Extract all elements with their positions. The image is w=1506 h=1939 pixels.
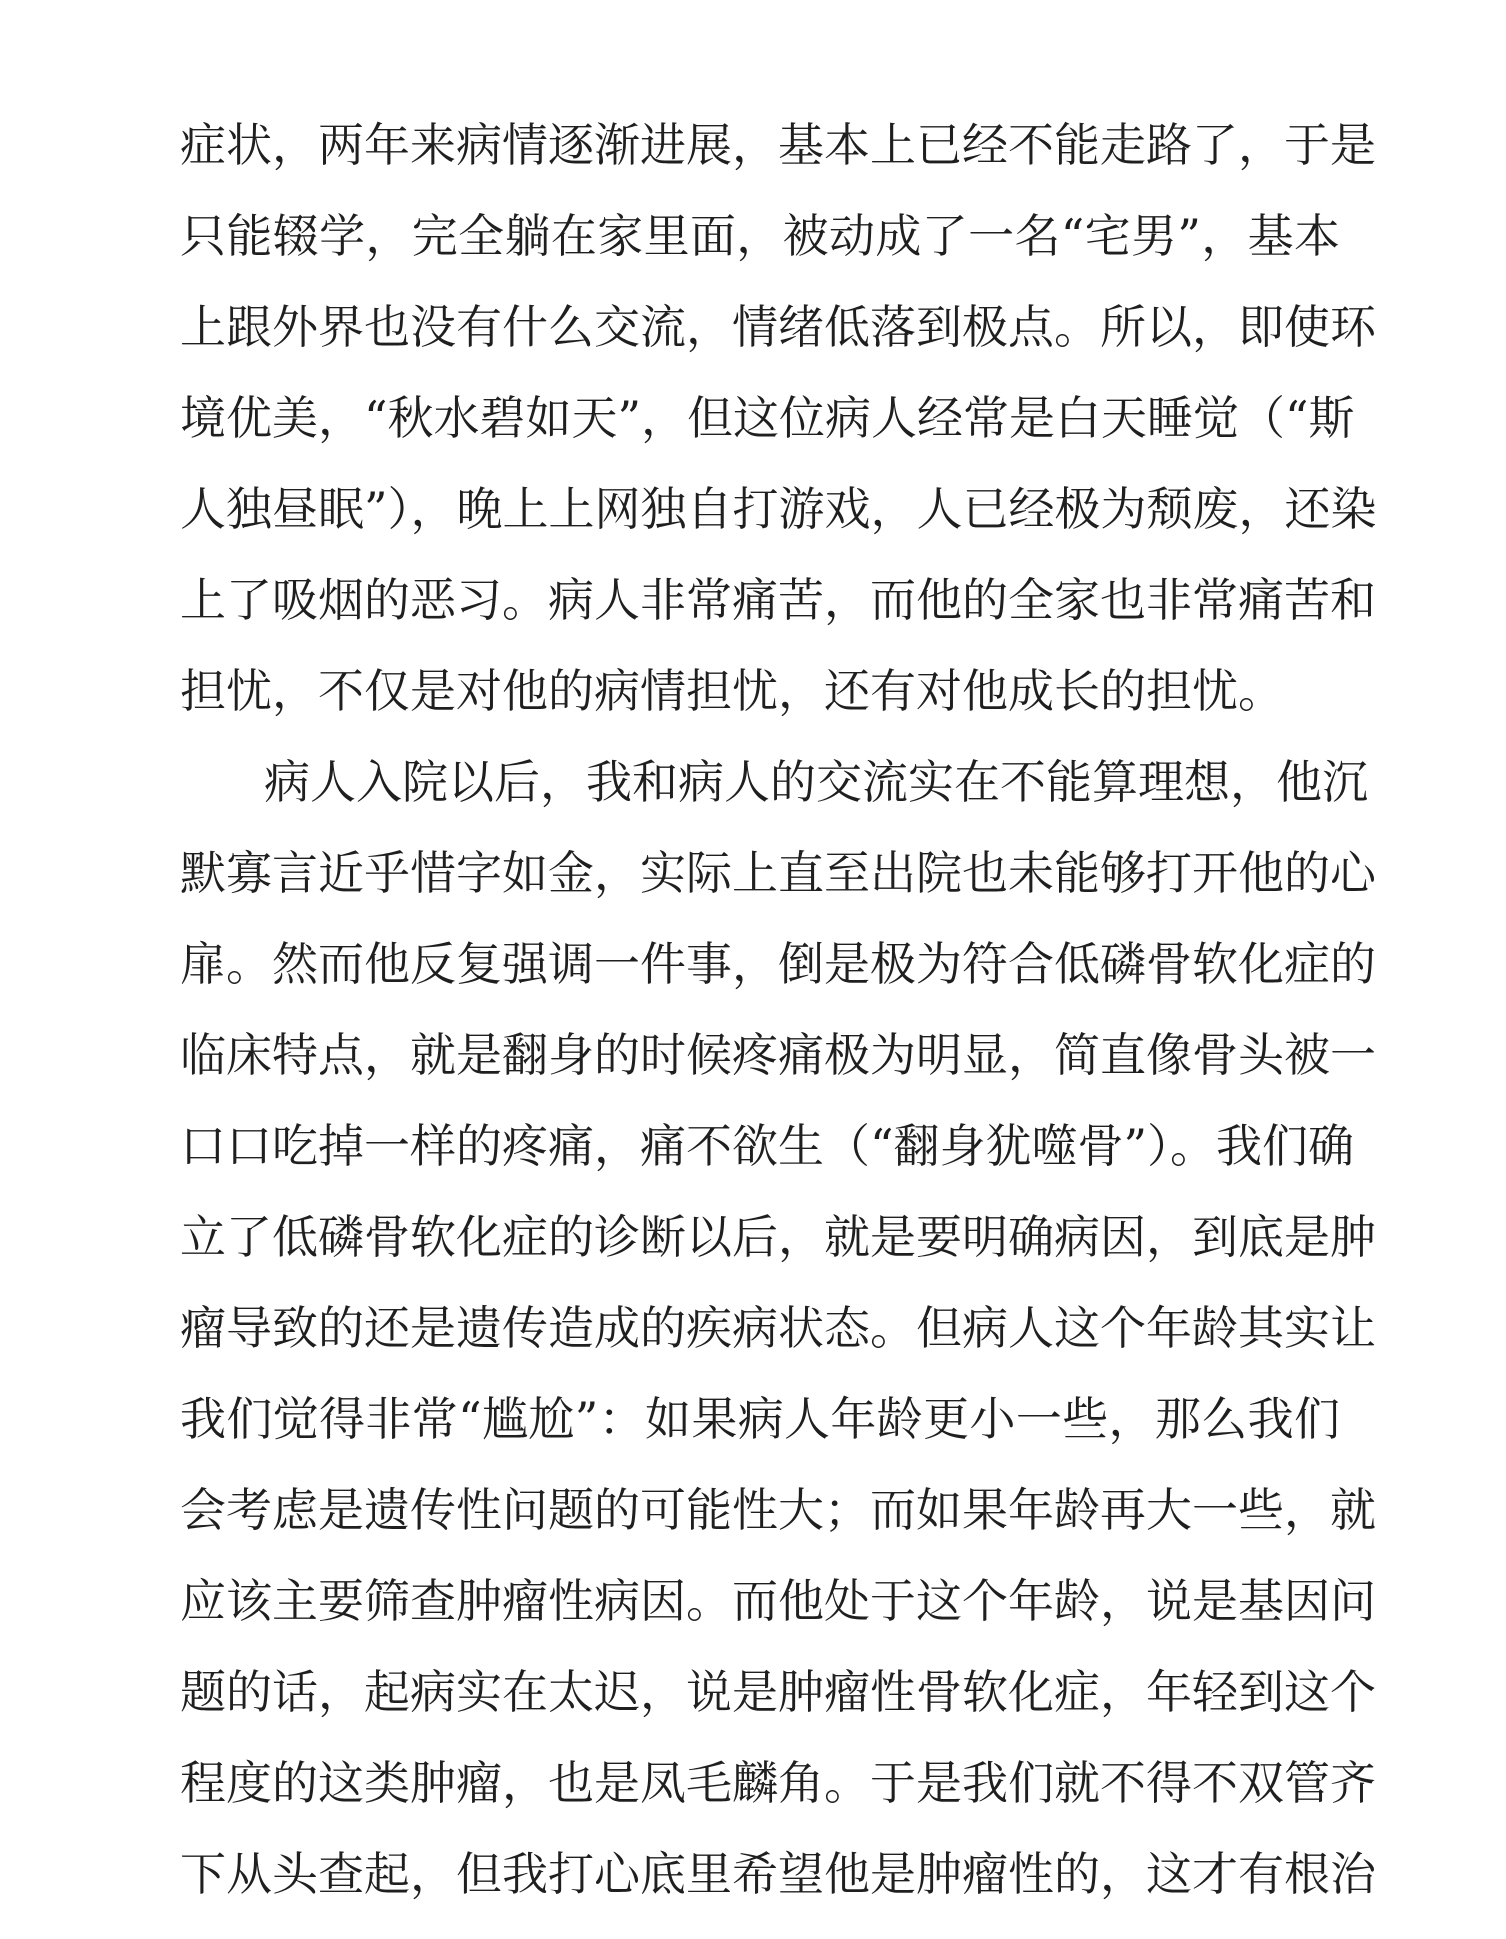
text-line: 默寡言近乎惜字如金，实际上直至出院也未能够打开他的心 [180, 846, 1376, 900]
text-line: 瘤导致的还是遗传造成的疾病状态。但病人这个年龄其实让 [180, 1301, 1376, 1355]
text-line: 会考虑是遗传性问题的可能性大；而如果年龄再大一些，就 [180, 1483, 1376, 1537]
body-text [180, 100, 1377, 1920]
text-line: 上跟外界也没有什么交流，情绪低落到极点。所以，即使环 [180, 300, 1376, 354]
text-line: 症状，两年来病情逐渐进展，基本上已经不能走路了，于是 [180, 118, 1376, 172]
text-line: 境优美，“秋水碧如天”，但这位病人经常是白天睡觉（“斯 [180, 391, 1355, 445]
text-line: 只能辍学，完全躺在家里面，被动成了一名“宅男”，基本 [180, 209, 1340, 263]
text-line: 下从头查起，但我打心底里希望他是肿瘤性的，这才有根治 [180, 1847, 1376, 1901]
text-line: 临床特点，就是翻身的时候疼痛极为明显，简直像骨头被一 [180, 1028, 1376, 1082]
text-line: 立了低磷骨软化症的诊断以后，就是要明确病因，到底是肿 [180, 1210, 1376, 1264]
text-line: 人独昼眠”），晚上上网独自打游戏，人已经极为颓废，还染 [180, 482, 1377, 536]
text-line: 应该主要筛查肿瘤性病因。而他处于这个年龄，说是基因问 [180, 1574, 1376, 1628]
text-line: 病人入院以后，我和病人的交流实在不能算理想，他沉 [264, 755, 1368, 809]
text-line: 我们觉得非常“尴尬”：如果病人年龄更小一些，那么我们 [180, 1392, 1340, 1446]
text-line: 担忧，不仅是对他的病情担忧，还有对他成长的担忧。 [180, 664, 1284, 718]
text-line: 程度的这类肿瘤，也是凤毛麟角。于是我们就不得不双管齐 [180, 1756, 1376, 1810]
text-line: 扉。然而他反复强调一件事，倒是极为符合低磷骨软化症的 [180, 937, 1376, 991]
text-line: 题的话，起病实在太迟，说是肿瘤性骨软化症，年轻到这个 [180, 1665, 1376, 1719]
text-line: 上了吸烟的恶习。病人非常痛苦，而他的全家也非常痛苦和 [180, 573, 1376, 627]
text-line: 口口吃掉一样的疼痛，痛不欲生（“翻身犹噬骨”）。我们确 [180, 1119, 1355, 1173]
